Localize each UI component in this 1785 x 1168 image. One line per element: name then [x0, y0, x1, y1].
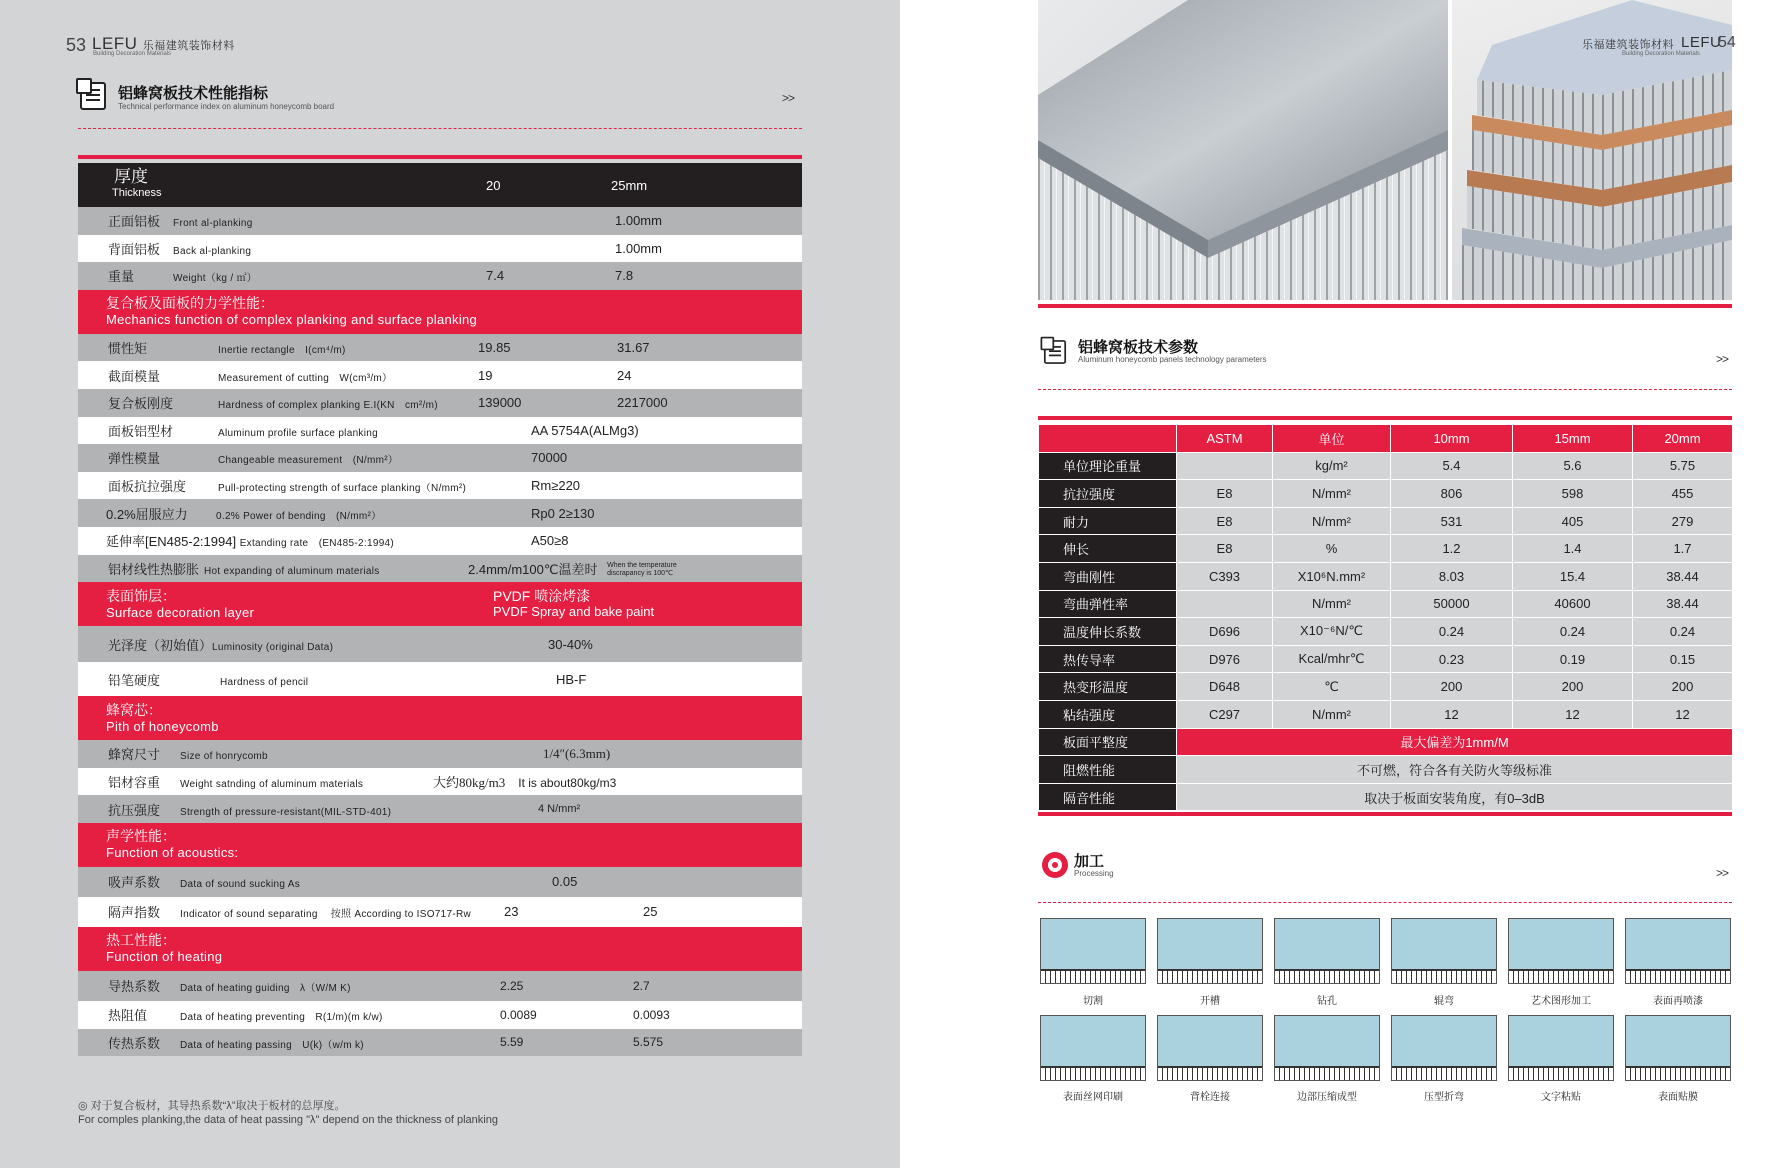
params-row [1039, 618, 1733, 646]
params-cell-v15: 5.6 [1513, 452, 1633, 480]
table-row [78, 555, 802, 583]
category-mechanics [78, 290, 802, 334]
params-cell-v15: 40600 [1513, 590, 1633, 618]
params-row [1039, 783, 1733, 811]
processing-illustration [1508, 1015, 1614, 1081]
params-cell-v20: 12 [1633, 700, 1733, 728]
category-title: 表面饰层： [106, 587, 176, 604]
row-value: 30-40% [478, 626, 802, 662]
row-label: 导热系数 [108, 979, 161, 995]
footnote-en: For comples planking,the data of heat passing "λ" depend on the thickness of planking [78, 1114, 498, 1126]
params-cell-v20: 1.7 [1633, 535, 1733, 563]
params-cell-unit: N/mm² [1273, 480, 1391, 508]
table-row [78, 207, 802, 235]
category-thermal [78, 927, 802, 971]
params-cell-v10: 531 [1391, 507, 1513, 535]
table-row [78, 262, 802, 290]
brand-name: LEFU 乐福建筑装饰材料 [92, 34, 235, 53]
params-row-label: 弯曲刚性 [1039, 562, 1177, 590]
category-acoustics [78, 823, 802, 867]
row-label: 截面模量 [108, 368, 161, 384]
row-value: 1.00mm [603, 207, 802, 235]
params-row-label: 耐力 [1039, 507, 1177, 535]
params-cell-unit: kg/m² [1273, 452, 1391, 480]
processing-label: 艺术图形加工 [1531, 996, 1591, 1007]
panel-section-graphic [1275, 969, 1379, 983]
surface-value-cn: PVDF 喷涂烤漆 [493, 588, 591, 605]
params-span-value: 取决于板面安装角度，有0–3dB [1177, 783, 1733, 811]
row-value-25: 2.7 [603, 971, 802, 1001]
row-label: 铝材容重 [108, 775, 161, 791]
params-cell-astm: E8 [1177, 480, 1273, 508]
params-header-blank [1039, 425, 1177, 453]
row-label-en: Measurement of cutting W(cm³/m） [218, 372, 393, 384]
panel-photo [1038, 0, 1448, 300]
row-label: 铝材线性热膨胀 [108, 561, 200, 577]
processing-illustration [1625, 1015, 1731, 1081]
more-arrows: >> [782, 91, 795, 105]
processing-illustration [1157, 918, 1263, 984]
params-row [1039, 452, 1733, 480]
table-row [78, 444, 802, 472]
params-cell-v15: 12 [1513, 700, 1633, 728]
params-header-astm: ASTM [1177, 425, 1273, 453]
params-cell-astm: D648 [1177, 673, 1273, 701]
params-cell-astm: E8 [1177, 507, 1273, 535]
params-cell-unit: N/mm² [1273, 507, 1391, 535]
row-label: 延伸率[EN485-2:1994] [106, 534, 237, 550]
row-value-20: 7.4 [478, 262, 603, 290]
category-title-en: Pith of honeycomb [106, 718, 219, 734]
surface-value [493, 588, 802, 620]
category-title: 声学性能： [106, 828, 176, 845]
processing-label: 表面丝网印刷 [1063, 1092, 1123, 1103]
params-cell-unit: Kcal/mhr℃ [1273, 645, 1391, 673]
table-row [78, 662, 802, 696]
params-cell-v10: 0.24 [1391, 618, 1513, 646]
processing-icon [1042, 852, 1068, 878]
row-label-en: Strength of pressure-resistant(MIL-STD-401) [180, 806, 392, 818]
brand-subtitle: Building Decoration Materials [93, 51, 172, 57]
params-cell-astm: D696 [1177, 618, 1273, 646]
processing-illustration [1625, 918, 1731, 984]
row-label: 弹性模量 [108, 451, 161, 467]
params-row-label: 热变形温度 [1039, 673, 1177, 701]
processing-subtitle: Processing [1074, 869, 1114, 878]
processing-label: 表面再喷漆 [1653, 996, 1703, 1007]
params-header [1039, 425, 1733, 453]
params-cell-astm [1177, 590, 1273, 618]
row-label-en: Front al-planking [173, 218, 253, 230]
row-value-cn: 大约80kg/m3 [433, 775, 506, 791]
params-cell-v15: 598 [1513, 480, 1633, 508]
row-value-20: 23 [478, 897, 603, 927]
row-standard: 按照 According to ISO717-Rw [330, 909, 472, 921]
table-row [78, 472, 802, 500]
table-row [78, 334, 802, 362]
params-cell-v20: 455 [1633, 480, 1733, 508]
table-row [78, 389, 802, 417]
params-cell-unit: X10⁶N.mm² [1273, 562, 1391, 590]
params-top-rule [1038, 416, 1732, 420]
row-value-20: 19.85 [478, 334, 603, 362]
panel-section-graphic [1509, 969, 1613, 983]
panel-section-graphic [1041, 1066, 1145, 1080]
table-row [78, 361, 802, 389]
table-row [78, 867, 802, 897]
processing-title: 加工 [1074, 853, 1105, 870]
thickness-label: 厚度 [114, 167, 148, 186]
params-row-label: 阻燃性能 [1039, 756, 1177, 784]
processing-label: 钻孔 [1317, 996, 1337, 1007]
params-row-label: 热传导率 [1039, 645, 1177, 673]
row-label: 0.2%屈服应力 [106, 506, 188, 522]
processing-label: 背栓连接 [1190, 1092, 1230, 1103]
processing-label: 辊弯 [1434, 996, 1454, 1007]
row-value-25: 31.67 [603, 334, 802, 362]
table-row [78, 971, 802, 1001]
panel-section-graphic [1158, 1066, 1262, 1080]
row-value-en: It is about80kg/m3 [518, 776, 617, 791]
row-value-25: 25 [603, 897, 802, 927]
params-cell-v10: 8.03 [1391, 562, 1513, 590]
honeycomb-panel-illustration [1038, 0, 1448, 300]
col-20: 20 [478, 163, 603, 207]
processing-illustration [1391, 1015, 1497, 1081]
category-title-en: Function of acoustics: [106, 845, 239, 861]
category-title-en: Function of heating [106, 949, 223, 965]
row-value: 70000 [478, 444, 802, 472]
row-label-en: Aluminum profile surface planking [218, 427, 378, 439]
table-row [78, 417, 802, 445]
category-title: 热工性能： [106, 932, 176, 949]
params-cell-v10: 1.2 [1391, 535, 1513, 563]
row-label-en: Changeable measurement (N/mm²） [218, 455, 399, 467]
category-title-en: Mechanics function of complex planking and surface planking [106, 312, 478, 328]
row-label-en: Data of heating preventing R(1/m)(m k/w) [180, 1012, 383, 1024]
row-label-en: Luminosity (original Data) [212, 641, 334, 653]
params-row-label: 弯曲弹性率 [1039, 590, 1177, 618]
row-value: 2.4mm/m100℃温差时 [468, 561, 598, 577]
row-label: 传热系数 [108, 1035, 161, 1051]
row-value-25: 5.575 [603, 1029, 802, 1057]
params-table [1038, 424, 1733, 811]
row-label: 铅笔硬度 [108, 672, 161, 688]
category-title: 复合板及面板的力学性能： [106, 295, 274, 312]
row-value: 4 N/mm² [478, 795, 802, 823]
divider [1038, 389, 1732, 390]
processing-illustration [1274, 918, 1380, 984]
row-value-20: 0.0089 [478, 1001, 603, 1029]
table-row [78, 499, 802, 527]
thickness-label-en: Thickness [112, 187, 162, 199]
processing-label: 开槽 [1200, 996, 1220, 1007]
photo-bottom-rule [1038, 304, 1732, 308]
panel-section-graphic [1509, 1066, 1613, 1080]
params-cell-v15: 405 [1513, 507, 1633, 535]
row-value-20: 139000 [478, 389, 603, 417]
processing-illustration [1040, 918, 1146, 984]
row-value-25: 7.8 [603, 262, 802, 290]
params-cell-astm [1177, 452, 1273, 480]
params-header-10mm: 10mm [1391, 425, 1513, 453]
row-label-en: Back al-planking [173, 245, 252, 257]
row-label: 正面铝板 [108, 214, 161, 230]
row-label-en: Indicator of sound separating [180, 909, 318, 921]
row-label: 光泽度（初始值） [108, 637, 213, 653]
row-label: 面板抗拉强度 [108, 479, 187, 495]
params-row [1039, 728, 1733, 756]
params-cell-v10: 50000 [1391, 590, 1513, 618]
params-header-15mm: 15mm [1513, 425, 1633, 453]
params-row-label: 单位理论重量 [1039, 452, 1177, 480]
params-row [1039, 590, 1733, 618]
params-cell-v15: 0.19 [1513, 645, 1633, 673]
table-row [78, 740, 802, 768]
row-value-20: 19 [478, 361, 603, 389]
table-row [78, 795, 802, 823]
params-row [1039, 562, 1733, 590]
more-arrows: >> [1716, 352, 1729, 366]
params-row-label: 隔音性能 [1039, 783, 1177, 811]
panel-section-graphic [1626, 1066, 1730, 1080]
params-row [1039, 535, 1733, 563]
table-row [78, 527, 802, 555]
row-label: 复合板刚度 [108, 396, 174, 412]
row-label-en: Size of honrycomb [180, 751, 268, 763]
table-row [78, 235, 802, 263]
row-label-en: 0.2% Power of bending (N/mm²） [216, 510, 382, 522]
row-label: 面板铝型材 [108, 423, 174, 439]
processing-illustration [1274, 1015, 1380, 1081]
row-label: 隔声指数 [108, 905, 161, 921]
params-cell-astm: D976 [1177, 645, 1273, 673]
processing-illustration [1508, 918, 1614, 984]
row-label-en: Pull-protecting strength of surface planking（N/mm²) [218, 483, 467, 495]
params-cell-v15: 15.4 [1513, 562, 1633, 590]
params-cell-v20: 0.24 [1633, 618, 1733, 646]
panel-section-graphic [1392, 969, 1496, 983]
brand-subtitle: Building Decoration Materials [1622, 51, 1701, 57]
params-span-value: 最大偏差为1mm/M [1177, 728, 1733, 756]
document-icon [80, 82, 106, 110]
page-number: 53 [66, 35, 87, 55]
row-label: 蜂窝尺寸 [108, 747, 161, 763]
params-cell-astm: C297 [1177, 700, 1273, 728]
panel-section-graphic [1275, 1066, 1379, 1080]
table-row [78, 768, 802, 796]
document-icon [1044, 340, 1066, 364]
row-label: 热阻值 [108, 1008, 148, 1024]
processing-label: 压型折弯 [1424, 1092, 1464, 1103]
processing-label: 切割 [1083, 996, 1103, 1007]
params-section-subtitle: Aluminum honeycomb panels technology parameters [1078, 355, 1267, 364]
params-cell-v20: 200 [1633, 673, 1733, 701]
row-value-25: 2217000 [603, 389, 802, 417]
params-cell-unit: % [1273, 535, 1391, 563]
row-value: Rm≥220 [478, 472, 802, 500]
table-row [78, 897, 802, 927]
category-core [78, 696, 802, 740]
params-header-20mm: 20mm [1633, 425, 1733, 453]
row-value: 0.05 [478, 867, 802, 897]
row-label: 抗压强度 [108, 802, 161, 818]
row-label-en: Extanding rate (EN485-2:1994) [239, 538, 395, 550]
brand-name-cn: 乐福建筑装饰材料 [1582, 39, 1674, 51]
params-row-label: 板面平整度 [1039, 728, 1177, 756]
row-value: A50≥8 [478, 527, 802, 555]
params-cell-astm: E8 [1177, 535, 1273, 563]
params-cell-v10: 806 [1391, 480, 1513, 508]
row-label: 背面铝板 [108, 241, 161, 257]
params-cell-unit: ℃ [1273, 673, 1391, 701]
section-title: 铝蜂窝板技术性能指标 [118, 85, 269, 102]
params-row [1039, 480, 1733, 508]
processing-illustration [1040, 1015, 1146, 1081]
row-label-en: Data of sound sucking As [180, 879, 301, 891]
params-cell-v10: 0.23 [1391, 645, 1513, 673]
processing-illustration [1391, 918, 1497, 984]
row-value-25: 0.0093 [603, 1001, 802, 1029]
table-row [78, 1001, 802, 1029]
params-cell-v10: 200 [1391, 673, 1513, 701]
category-surface [78, 582, 802, 626]
processing-illustration [1157, 1015, 1263, 1081]
params-row [1039, 507, 1733, 535]
row-label: 重量 [108, 269, 135, 285]
table-row [78, 626, 802, 662]
row-label: 惯性矩 [108, 341, 148, 357]
table-header [78, 163, 802, 207]
params-row-label: 抗拉强度 [1039, 480, 1177, 508]
params-cell-unit: N/mm² [1273, 700, 1391, 728]
params-cell-v15: 0.24 [1513, 618, 1633, 646]
panel-section-graphic [1626, 969, 1730, 983]
row-label-en: Data of heating passing U(k)（w/m k) [180, 1039, 364, 1051]
params-cell-v20: 38.44 [1633, 562, 1733, 590]
params-row [1039, 756, 1733, 784]
footnote-cn: ◎ 对于复合板材，其导热系数“λ”取决于板材的总厚度。 [78, 1100, 346, 1112]
params-bottom-rule [1038, 812, 1732, 816]
row-label-en: Weight satnding of aluminum materials [180, 779, 364, 791]
params-cell-v15: 200 [1513, 673, 1633, 701]
params-cell-v20: 279 [1633, 507, 1733, 535]
params-row-label: 温度伸长系数 [1039, 618, 1177, 646]
section-subtitle: Technical performance index on aluminum honeycomb board [118, 102, 335, 111]
params-row-label: 伸长 [1039, 535, 1177, 563]
params-cell-v10: 5.4 [1391, 452, 1513, 480]
row-label: 吸声系数 [108, 875, 161, 891]
row-value-20: 5.59 [478, 1029, 603, 1057]
params-row [1039, 645, 1733, 673]
category-title: 蜂窝芯： [106, 701, 162, 718]
params-cell-v15: 1.4 [1513, 535, 1633, 563]
params-cell-v10: 12 [1391, 700, 1513, 728]
params-cell-v20: 5.75 [1633, 452, 1733, 480]
row-value-20: 2.25 [478, 971, 603, 1001]
col-25: 25mm [603, 163, 802, 207]
params-cell-unit: N/mm² [1273, 590, 1391, 618]
row-label-en: Hardness of complex planking E.I(KN cm²/m) [218, 400, 438, 412]
brand-name: LEFU [1681, 34, 1722, 51]
row-value: 1.00mm [603, 235, 802, 263]
row-note: When the temperature discrapancy is 100℃ [607, 562, 677, 578]
params-span-value: 不可燃，符合各有关防火等级标准 [1177, 756, 1733, 784]
params-row [1039, 700, 1733, 728]
divider [78, 128, 802, 129]
row-label-en: Data of heating guiding λ（W/M K) [180, 983, 351, 995]
row-label-en: Hot expanding of aluminum materials [204, 565, 380, 577]
params-cell-v20: 38.44 [1633, 590, 1733, 618]
spec-table [78, 163, 802, 1056]
row-label-en: Inertie rectangle I(cm⁴/m) [218, 345, 346, 357]
params-row [1039, 673, 1733, 701]
row-value: Rp0 2≥130 [478, 499, 802, 527]
more-arrows: >> [1716, 866, 1729, 880]
params-cell-v20: 0.15 [1633, 645, 1733, 673]
row-value: HB-F [478, 662, 802, 696]
row-value-25: 24 [603, 361, 802, 389]
processing-label: 表面贴膜 [1658, 1092, 1698, 1103]
table-row [78, 1029, 802, 1057]
row-label-en: Weight（kg / ㎡） [173, 273, 258, 285]
divider [1038, 902, 1732, 903]
page-number: 54 [1718, 34, 1736, 51]
category-title-en: Surface decoration layer [106, 604, 255, 620]
params-row-label: 粘结强度 [1039, 700, 1177, 728]
params-section-title: 铝蜂窝板技术参数 [1078, 339, 1199, 356]
table-top-rule [78, 155, 802, 159]
params-header-unit: 单位 [1273, 425, 1391, 453]
panel-section-graphic [1041, 969, 1145, 983]
processing-label: 边部压缩成型 [1297, 1092, 1357, 1103]
panel-section-graphic [1392, 1066, 1496, 1080]
surface-value-en: PVDF Spray and bake paint [493, 604, 655, 620]
panel-section-graphic [1158, 969, 1262, 983]
params-cell-unit: X10⁻⁶N/℃ [1273, 618, 1391, 646]
row-value: AA 5754A(ALMg3) [478, 417, 802, 445]
row-label-en: Hardness of pencil [220, 676, 309, 688]
row-value: 1/4″(6.3mm) [478, 740, 802, 768]
processing-label: 文字粘贴 [1541, 1092, 1581, 1103]
params-cell-astm: C393 [1177, 562, 1273, 590]
